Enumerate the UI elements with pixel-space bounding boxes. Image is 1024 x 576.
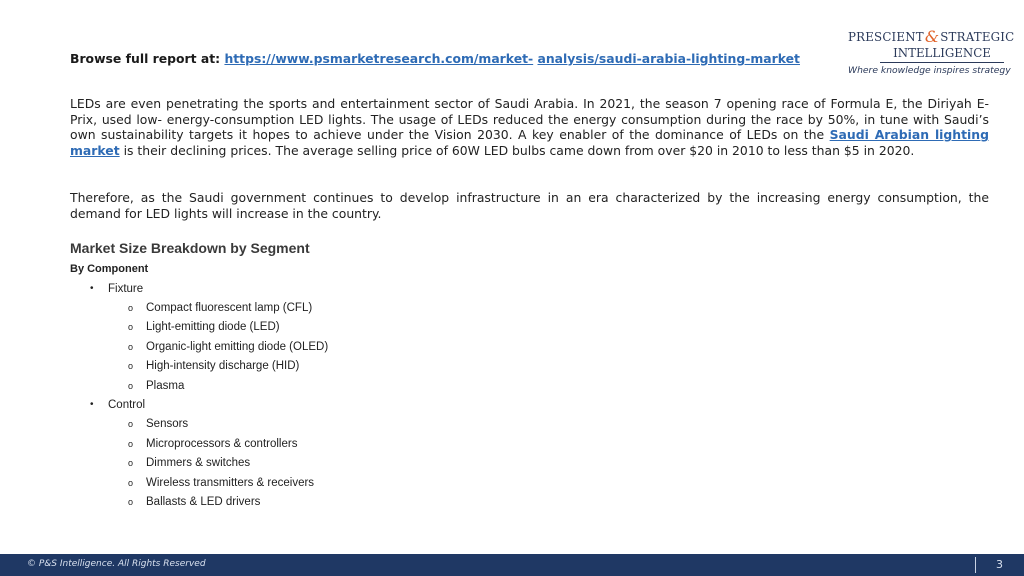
by-component-heading: By Component — [70, 263, 149, 275]
company-logo — [848, 27, 1015, 76]
sub-bullet-marker: o — [128, 322, 134, 332]
list-item-fixture — [90, 283, 144, 295]
list-item — [128, 380, 185, 392]
list-item — [128, 457, 251, 469]
footer-divider — [975, 557, 976, 573]
paragraph-infrastructure: Therefore, as the Saudi government continues to develop infrastructure in an era characterized by the increasing energy consumption, the demand for LED lights will increase in the country. — [70, 190, 989, 221]
footer-copyright: © P&S Intelligence. All Rights Reserved — [27, 559, 206, 569]
list-item-label: Organic-light emitting diode (OLED) — [146, 341, 329, 353]
sub-bullet-marker: o — [128, 439, 134, 449]
list-item — [128, 360, 300, 372]
list-item-label: Control — [108, 399, 146, 411]
bullet-marker: • — [90, 283, 94, 294]
report-link-part1[interactable]: https://www.psmarketresearch.com/market- — [224, 51, 534, 66]
list-item — [128, 418, 189, 430]
list-item-label: Light-emitting diode (LED) — [146, 321, 280, 333]
sub-bullet-marker: o — [128, 497, 134, 507]
list-item — [128, 496, 261, 508]
list-item — [128, 302, 313, 314]
sub-bullet-marker: o — [128, 381, 134, 391]
sub-bullet-marker: o — [128, 458, 134, 468]
report-link-part2[interactable]: analysis/saudi-arabia-lighting-market — [537, 51, 800, 66]
sub-bullet-marker: o — [128, 303, 134, 313]
sub-bullet-marker: o — [128, 478, 134, 488]
browse-label: Browse full report at: — [70, 51, 221, 66]
paragraph-leds — [70, 96, 989, 158]
segment-title: Market Size Breakdown by Segment — [70, 240, 310, 256]
logo-tagline: Where knowledge inspires strategy — [848, 65, 1011, 76]
logo-ampersand: & — [924, 27, 940, 46]
list-item-label: High-intensity discharge (HID) — [146, 360, 300, 372]
sub-bullet-marker: o — [128, 419, 134, 429]
logo-word-prescient: PRESCIENT — [848, 29, 924, 44]
list-item — [128, 477, 315, 489]
bullet-marker: • — [90, 399, 94, 410]
list-item-label: Microprocessors & controllers — [146, 438, 298, 450]
browse-report-line — [70, 51, 800, 66]
list-item-label: Sensors — [146, 418, 189, 430]
sub-bullet-marker: o — [128, 361, 134, 371]
sub-bullet-marker: o — [128, 342, 134, 352]
footer-bar — [0, 554, 1024, 576]
list-item-label: Dimmers & switches — [146, 457, 251, 469]
logo-word-intelligence: INTELLIGENCE — [880, 46, 1004, 63]
list-item-control — [90, 399, 146, 411]
paragraph1-text-a: LEDs are even penetrating the sports and entertainment sector of Saudi Arabia. In 2021, the season 7 opening race of Formula E, the Diriyah E-Prix, used low- energy-consumption LED lights. The usage of LEDs reduced the energy consumption during the race by 50%, in tune with Saudi’s own sustainability targets it hopes to achieve under the Vision 2030. A key enabler of the dominance of LEDs on the — [70, 96, 989, 143]
page-number: 3 — [996, 558, 1003, 571]
list-item-label: Plasma — [146, 380, 185, 392]
logo-word-strategic: STRATEGIC — [940, 29, 1015, 44]
list-item-label: Ballasts & LED drivers — [146, 496, 261, 508]
list-item — [128, 438, 298, 450]
list-item-label: Wireless transmitters & receivers — [146, 477, 315, 489]
list-item-label: Compact fluorescent lamp (CFL) — [146, 302, 313, 314]
saudi-lighting-market-link[interactable]: Saudi Arabian lighting market — [70, 127, 989, 158]
list-item-label: Fixture — [108, 283, 144, 295]
list-item — [128, 321, 280, 333]
list-item — [128, 341, 329, 353]
paragraph1-text-b: is their declining prices. The average selling price of 60W LED bulbs came down from over $20 in 2010 to less than $5 in 2020. — [119, 142, 915, 158]
